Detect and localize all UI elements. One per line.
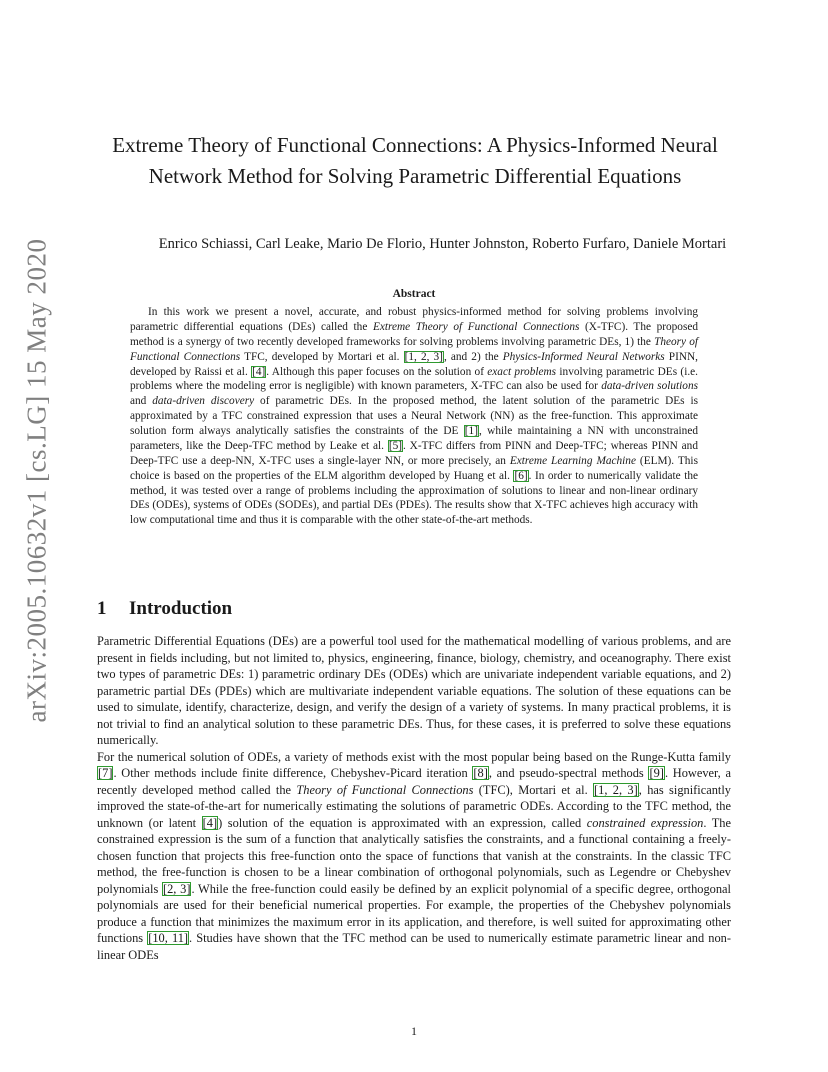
body-paragraph [97,633,731,749]
page-number: 1 [411,1024,417,1038]
citation-link[interactable]: [8] [473,766,488,780]
text-run: , while maintaining a NN with unconstrained parameters, like the Deep-TFC method by Leake et al. [130,425,698,452]
arxiv-identifier-stamp [14,160,60,800]
text-run: and [130,395,153,408]
citation-link[interactable]: [9] [649,766,664,780]
emphasized-term: Extreme Learning Machine [509,454,636,467]
emphasized-term: data-driven discovery [152,395,255,408]
citation-link[interactable]: [4] [252,365,266,378]
paper-title: Extreme Theory of Functional Connections: A Physics-Informed Neural Network Method for Solving Parametric Differential Equations [112,133,718,188]
text-run: ) solution of the equation is approximated with an expression, called [218,815,587,830]
emphasized-term: Physics-Informed Neural Networks [502,350,665,363]
text-run: . Other methods include finite difference, Chebyshev-Picard iteration [113,766,473,780]
emphasized-term: exact problems [487,365,557,378]
text-run: . However, a recently developed method called the [97,766,731,797]
text-run: (ELM). This choice is based on the properties of the ELM algorithm developed by Huang et al. [130,454,698,482]
citation-link[interactable]: [6] [514,469,528,482]
text-run: , has significantly improved the state-of-the-art for numerically estimating the solutions of parametric ODEs. According to the TFC method, the unknown (or latent [97,782,731,830]
citation-link[interactable]: [4] [202,815,218,830]
section-heading [97,598,232,620]
body-paragraph [97,749,731,964]
section-number: 1 [97,598,107,619]
text-run: For the numerical solution of ODEs, a variety of methods exist with the most popular being based on the Runge-Kutta family [97,749,731,764]
citation-link[interactable]: [2, 3] [162,881,191,896]
text-run: . In order to numerically validate the method, it was tested over a range of problems including the approximation of solutions to linear and non-linear ordinary DEs (ODEs), systems of ODEs (SODEs), and partial DEs (PDEs). The results show that X-TFC achieves high accuracy with low computational time and thus it is comparable with the other state-of-the-art methods. [130,469,699,527]
text-run: . While the free-function could easily be defined by an explicit polynomial of a specific degree, orthogonal polynomials are used for their beneficial numerical properties. For example, the properties of the Chebyshev polynomials produce a function that minimizes the maximum error in its application, and therefore, is well suited for approximating other functions [97,881,731,945]
emphasized-term: Theory of Functional Connections [296,782,474,797]
section-body [97,633,731,963]
emphasized-term: Theory of Functional Connections [130,335,698,363]
citation-link[interactable]: [7] [98,766,113,780]
text-run: involving parametric DEs (i.e. problems where the modeling error is negligible) with known parameters, X-TFC can also be used for [130,365,698,393]
text-run: . The constrained expression is the sum of a function that analytically satisfies the constraints, and a functional containing a freely-chosen function that projects this free-function onto the space of functions that vanish at the constraints. In the classic TFC method, the free-function is chosen to be a linear combination of orthogonal polynomials, such as Legendre or Chebyshev polynomials [97,815,731,896]
text-run: of parametric DEs. In the proposed method, the latent solution of the parametric DEs is approximated by a TFC constrained expression that uses a Neural Network (NN) as the free-function. This approximate solution form always analytically satisfies the constraints of the DE [130,395,698,437]
emphasized-term: data-driven solutions [601,380,698,393]
citation-link[interactable]: [10, 11] [148,931,189,945]
citation-link[interactable]: [1, 2, 3] [404,350,443,363]
text-run: PINN, developed by Raissi et al. [130,350,698,378]
text-run: , and 2) the [443,350,503,363]
abstract-heading: Abstract [392,288,436,300]
arxiv-identifier-text: arXiv:2005.10632v1 [cs.LG] 15 May 2020 [21,238,52,722]
emphasized-term: constrained expression [586,815,704,830]
citation-link[interactable]: [5] [388,439,402,452]
text-run: . X-TFC differs from PINN and Deep-TFC; whereas PINN and Deep-TFC use a deep-NN, X-TFC uses a single-layer NN, or more precisely, an [130,439,698,467]
section-title: Introduction [129,598,233,619]
citation-link[interactable]: [1] [464,425,478,437]
text-run: . Studies have shown that the TFC method can be used to numerically estimate parametric linear and non-linear ODEs [97,931,731,962]
text-run: . Although this paper focuses on the solution of [266,365,488,378]
author-list: Enrico Schiassi, Carl Leake, Mario De Florio, Hunter Johnston, Roberto Furfaro, Daniele Mortari [158,236,727,252]
text-run: In this work we present a novel, accurate, and robust physics-informed method for solving problems involving parametric differential equations (DEs) called the [130,306,698,333]
emphasized-term: Extreme Theory of Functional Connections [372,320,580,333]
text-run: Parametric Differential Equations (DEs) are a powerful tool used for the mathematical modelling of various problems, and are present in fields including, but not limited to, physics, engineering, finance, biology, chemistry, and oceanography. There exist two types of parametric DEs: 1) parametric ordinary DEs (ODEs) which are univariate independent variable equations, and 2) parametric partial DEs (PDEs) which are multivariate independent variable equations. The solution of these equations can be used to simulate, identify, characterize, design, and verify the design of a variety of systems. In many practical problems, it is not trivial to find an analytical solution to these parametric DEs. Thus, for these cases, it is preferred to solve these equations numerically. [97,634,731,747]
text-run: TFC, developed by Mortari et al. [240,350,404,363]
abstract-body [130,305,698,528]
text-run: (X-TFC). The proposed method is a synergy of two recently developed frameworks for solving problems involving parametric DEs, 1) the [130,320,699,348]
citation-link[interactable]: [1, 2, 3] [594,782,638,797]
text-run: , and pseudo-spectral methods [488,766,649,780]
text-run: (TFC), Mortari et al. [473,782,594,797]
